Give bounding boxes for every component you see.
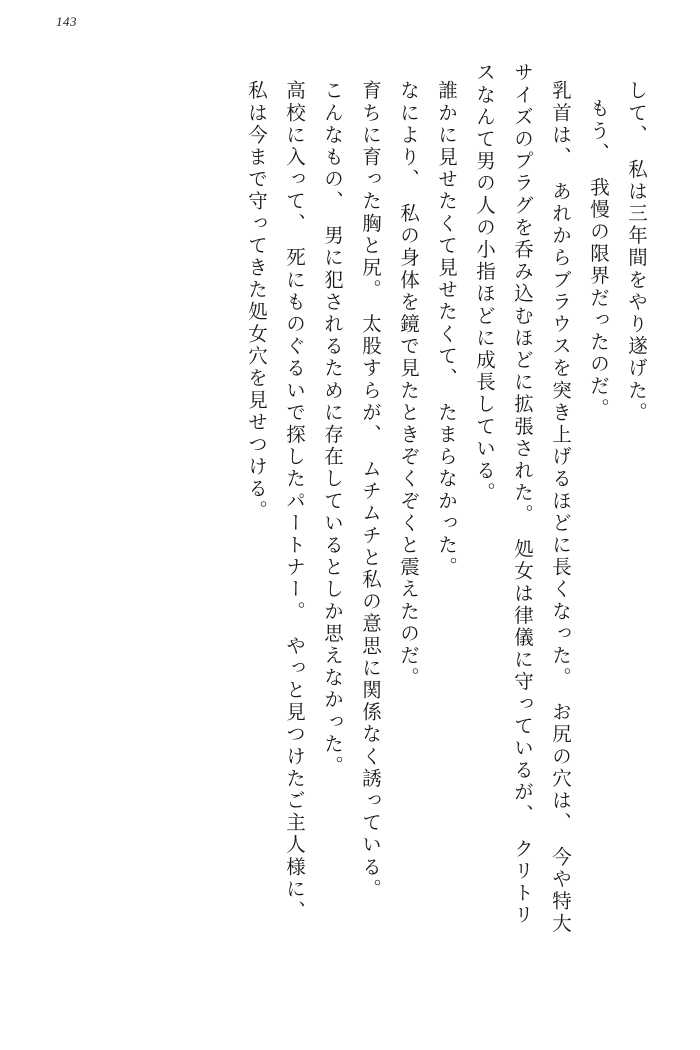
- text-line: 私は今まで守ってきた処女穴を見せつける。: [245, 80, 268, 522]
- text-line: スなんて男の人の小指ほどに成長している。: [473, 62, 496, 504]
- text-line: 誰かに見せたくて見せたくて、 たまらなかった。: [435, 80, 458, 579]
- text-line: 高校に入って、 死にものぐるいで探したパートナー。 やっと見つけたご主人様に、: [283, 80, 306, 923]
- text-line: 乳首は、 あれからブラウスを突き上げるほどに長くなった。 お尻の穴は、 今や特大: [549, 80, 572, 935]
- text-line: サイズのプラグを呑み込むほどに拡張された。 処女は律儀に守っているが、 クリトリ: [511, 62, 534, 927]
- text-line: して、 私は三年間をやり遂げた。: [625, 80, 648, 424]
- vertical-text-block: [54, 62, 646, 1010]
- text-line: もう、 我慢の限界だったのだ。: [587, 98, 610, 420]
- text-line: なにより、 私の身体を鏡で見たときぞくぞくと震えたのだ。: [397, 80, 420, 690]
- text-line: 育ちに育った胸と尻。 太股すらが、 ムチムチと私の意思に関係なく誘っている。: [359, 80, 382, 901]
- text-line: こんなもの、 男に犯されるために存在しているとしか思えなかった。: [321, 80, 344, 778]
- page-number: 143: [56, 14, 77, 29]
